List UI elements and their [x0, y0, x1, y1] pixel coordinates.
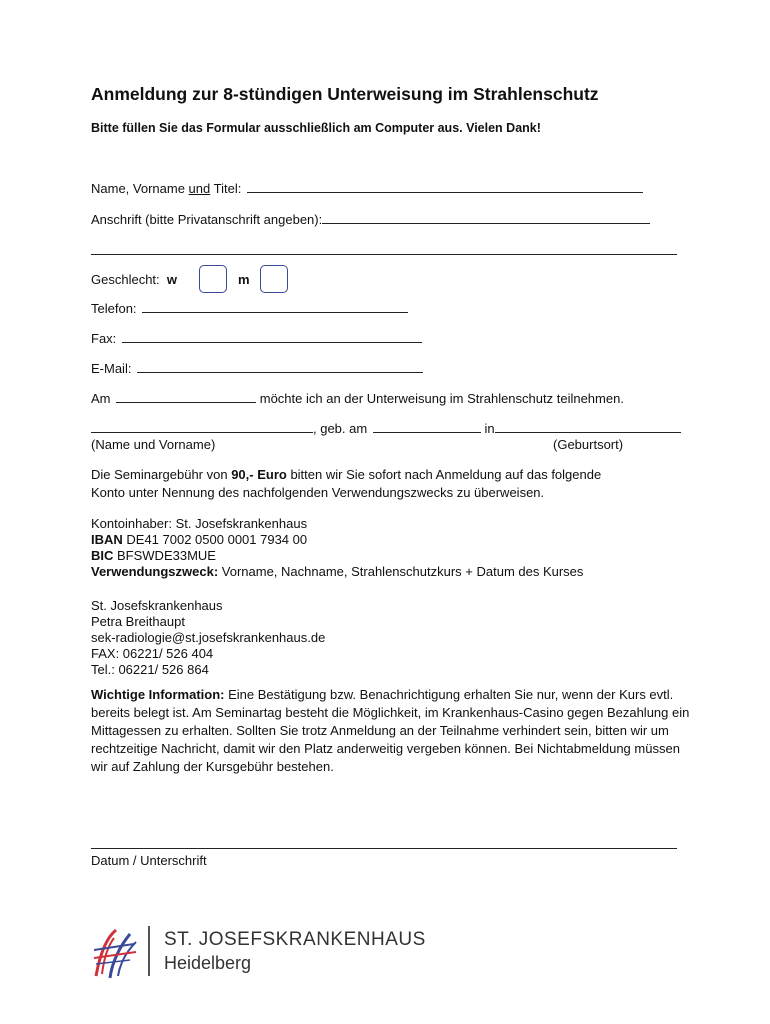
birth-date-input[interactable]: [373, 421, 481, 433]
page-subtitle: Bitte füllen Sie das Formular ausschließlich am Computer aus. Vielen Dank!: [91, 121, 541, 135]
fee-paragraph: Die Seminargebühr von 90,- Euro bitten wir Sie sofort nach Anmeldung auf das folgende Konto unter Nennung des nachfolgenden Verwendungszwecks zu überweisen.: [91, 467, 602, 500]
address-input[interactable]: [322, 212, 650, 224]
birth-place-input[interactable]: [495, 421, 681, 433]
date-sentence: möchte ich an der Unterweisung im Strahlenschutz teilnehmen.: [259, 391, 624, 406]
contact-email[interactable]: sek-radiologie@st.josefskrankenhaus.de: [91, 630, 326, 645]
contact-block: [91, 598, 325, 678]
address-label: Anschrift (bitte Privatanschrift angeben):: [91, 212, 323, 227]
signature-caption: Datum / Unterschrift: [91, 853, 207, 868]
bank-details: [91, 516, 583, 580]
phone-field-row: [91, 301, 408, 316]
name-label-prefix: Name, Vorname: [91, 181, 189, 196]
account-holder: Kontoinhaber: St. Josefskrankenhaus: [91, 516, 308, 531]
fax-field-row: [91, 331, 422, 346]
purpose-row: Verwendungszweck: Vorname, Nachname, Strahlenschutzkurs + Datum des Kurses: [91, 564, 584, 579]
contact-person: Petra Breithaupt: [91, 614, 185, 629]
logo-name: ST. JOSEFSKRANKENHAUS: [164, 929, 426, 950]
contact-tel: Tel.: 06221/ 526 864: [91, 662, 209, 677]
phone-label: Telefon:: [91, 301, 137, 316]
bic-row: BIC BFSWDE33MUE: [91, 548, 216, 563]
logo-divider: [148, 926, 150, 976]
iban-row: IBAN DE41 7002 0500 0001 7934 00: [91, 532, 308, 547]
gender-w-label: w: [166, 272, 178, 287]
name-label-suffix: Titel:: [210, 181, 242, 196]
birth-date-label: , geb. am: [313, 421, 368, 436]
logo-city: Heidelberg: [164, 953, 252, 973]
gender-m-label: m: [238, 272, 250, 287]
birth-field-row: [91, 421, 681, 436]
signature-input[interactable]: [91, 848, 677, 849]
important-info: [91, 686, 691, 776]
date-field-row: [91, 391, 624, 406]
birth-place-label: in: [484, 421, 495, 436]
important-info-label: Wichtige Information:: [91, 687, 225, 702]
phone-input[interactable]: [142, 301, 408, 313]
email-input[interactable]: [137, 361, 423, 373]
important-info-text: Eine Bestätigung bzw. Benachrichtigung erhalten Sie nur, wenn der Kurs evtl. bereits belegt ist. Am Seminartag besteht die Möglichkeit, im Krankenhaus-Casino gegen Bezahlung ein Mittagessen zu erhalten. Sollten Sie trotz Anmeldung an der Teilnahme verhindert sein, bitten wir um rechtzeitige Nachricht, damit wir den Platz anderweitig vergeben können. Bei Nichtabmeldung müssen wir auf Zahlung der Kursgebühr bestehen.: [91, 687, 690, 774]
gender-label: Geschlecht: w: [91, 272, 178, 287]
name-caption: (Name und Vorname): [91, 437, 216, 452]
full-name-input[interactable]: [91, 421, 313, 433]
date-label: Am: [91, 391, 111, 406]
contact-fax: FAX: 06221/ 526 404: [91, 646, 214, 661]
address-field-row: [91, 212, 650, 227]
fax-input[interactable]: [122, 331, 422, 343]
email-label: E-Mail:: [91, 361, 132, 376]
birthplace-caption: (Geburtsort): [553, 437, 624, 452]
date-input[interactable]: [116, 391, 256, 403]
name-label-und: und: [188, 181, 211, 196]
hospital-logo-mark: [90, 924, 140, 980]
address-input-line2[interactable]: [91, 254, 677, 255]
fax-label: Fax:: [91, 331, 117, 346]
contact-org: St. Josefskrankenhaus: [91, 598, 223, 613]
fee-amount: 90,- Euro: [231, 467, 287, 482]
gender-m-checkbox[interactable]: [260, 265, 288, 293]
gender-w-checkbox[interactable]: [199, 265, 227, 293]
page-title: Anmeldung zur 8-stündigen Unterweisung im Strahlenschutz: [91, 84, 599, 104]
name-input[interactable]: [247, 181, 643, 193]
email-field-row: [91, 361, 423, 376]
name-field-row: [91, 181, 643, 196]
